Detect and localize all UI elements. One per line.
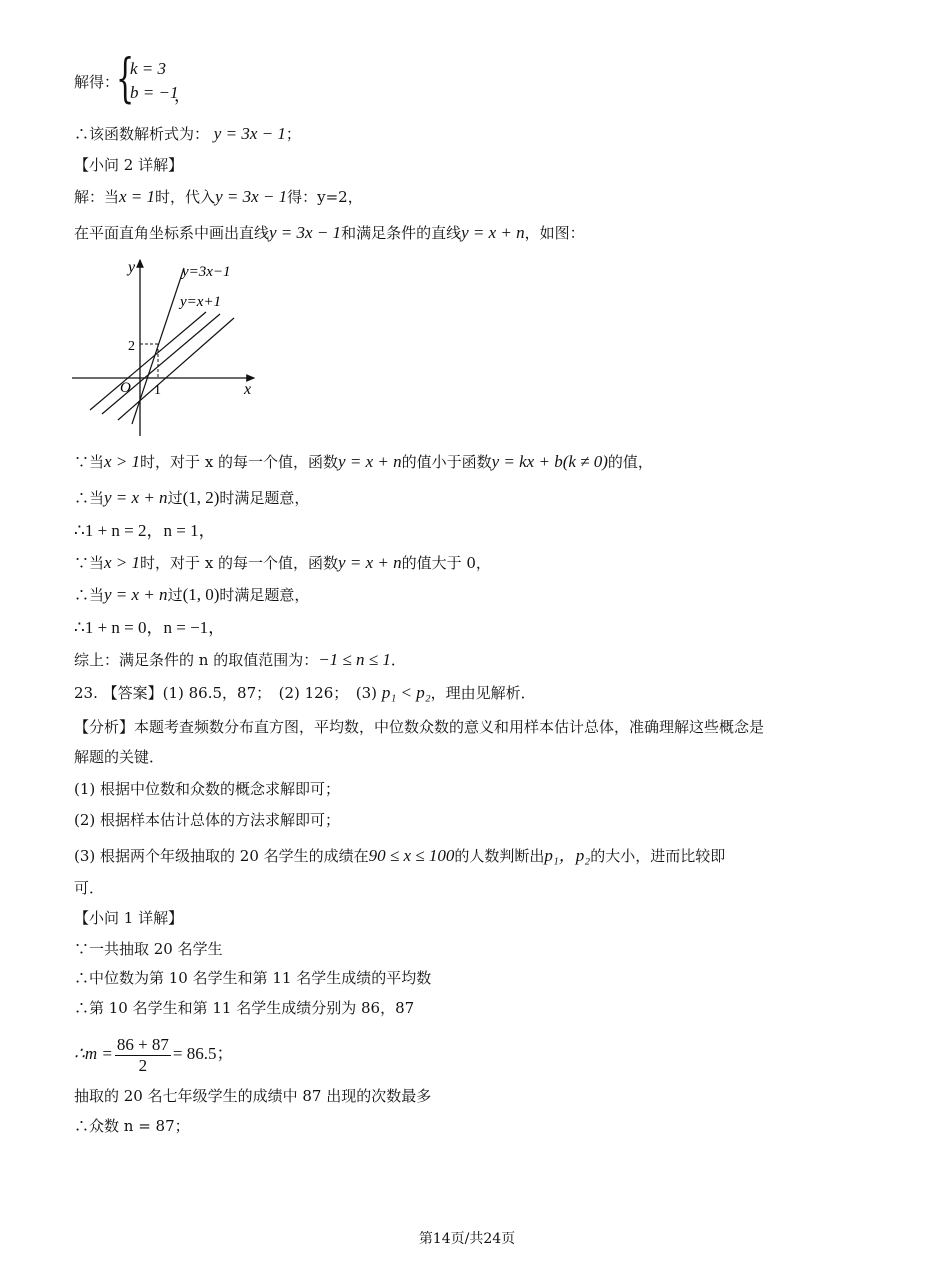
solution-line-6: ∴众数 n = 87； <box>74 1117 190 1135</box>
line-y-x-1 <box>102 314 220 414</box>
answer-line-23: 23. 【答案】(1) 86.5，87； (2) 126； (3) p₁ < p₂，理由见解析． <box>74 683 536 702</box>
analysis-item-3-cont: 可． <box>74 879 105 897</box>
label-y-x-1: y=x+1 <box>180 294 222 310</box>
solution-line-fraction: ∴m = $\frac{86 + 87}{2}$ = 86.5； <box>74 1034 234 1075</box>
brace-symbol: { <box>116 49 135 109</box>
solution-line-3: ∴第 10 名学生和第 11 名学生成绩分别为 86，87 <box>74 999 415 1017</box>
analysis-line-1: 【分析】本题考查频数分布直方图，平均数，中位数众数的意义和用样本估计总体，准确理解这些概念是 <box>74 718 765 736</box>
text-line-9: ∴当y = x + n过(1, 0)时满足题意， <box>74 585 310 604</box>
system-prefix: 解得： <box>74 73 120 91</box>
origin-label: O <box>120 380 131 396</box>
analysis-line-2: 解题的关键． <box>74 748 165 766</box>
solution-line-2: ∴中位数为第 10 名学生和第 11 名学生成绩的平均数 <box>74 969 432 987</box>
line-parallel-1 <box>90 312 206 410</box>
text-line-3: 解：当x = 1时，代入y = 3x − 1得：y=2， <box>74 187 363 206</box>
x-axis-label: x <box>244 381 252 398</box>
text-line-5: ∵当x > 1时，对于 x 的每一个值，函数y = x + n的值小于函数y = kx + b(k ≠ 0)的值， <box>74 452 653 471</box>
y-tick-label: 2 <box>128 339 135 354</box>
equation-system <box>116 49 196 111</box>
solution-line-5: 抽取的 20 名七年级学生的成绩中 87 出现的次数最多 <box>74 1087 432 1105</box>
system-suffix: ， <box>174 86 191 105</box>
analysis-item-3: (3) 根据两个年级抽取的 20 名学生的成绩在90 ≤ x ≤ 100的人数判断出p₁，p₂的大小，进而比较即 <box>74 846 726 865</box>
equation-2: b = −1 <box>130 83 179 102</box>
text-line-7: ∴1 + n = 2，n = 1， <box>74 521 216 540</box>
page-footer: 第14页/共24页 <box>418 1231 516 1247</box>
section-heading-q2: 【小问 2 详解】 <box>74 156 184 174</box>
label-y-3x-1: y=3x−1 <box>182 264 231 280</box>
text-line-4: 在平面直角坐标系中画出直线y = 3x − 1和满足条件的直线y = x + n，如图： <box>74 223 585 242</box>
text-line-1: ∴该函数解析式为： y = 3x − 1； <box>74 124 301 143</box>
solution-line-1: ∵一共抽取 20 名学生 <box>74 940 223 958</box>
analysis-item-2: (2) 根据样本估计总体的方法求解即可； <box>74 811 341 829</box>
analysis-item-1: (1) 根据中位数和众数的概念求解即可； <box>74 780 341 798</box>
text-line-6: ∴当y = x + n过(1, 2)时满足题意， <box>74 488 310 507</box>
y-axis-label: y <box>128 259 136 276</box>
text-line-10: ∴1 + n = 0，n = −1， <box>74 618 226 637</box>
equation-1: k = 3 <box>130 59 167 78</box>
x-tick-label: 1 <box>154 383 161 398</box>
fraction: $\frac{86 + 87}{2}$ <box>116 1034 169 1075</box>
section-heading-q1: 【小问 1 详解】 <box>74 909 184 927</box>
line-parallel-3 <box>118 318 234 420</box>
coordinate-graph <box>68 252 268 442</box>
text-line-11: 综上：满足条件的 n 的取值范围为：−1 ≤ n ≤ 1． <box>74 650 406 669</box>
text-line-8: ∵当x > 1时，对于 x 的每一个值，函数y = x + n的值大于 0， <box>74 553 491 572</box>
